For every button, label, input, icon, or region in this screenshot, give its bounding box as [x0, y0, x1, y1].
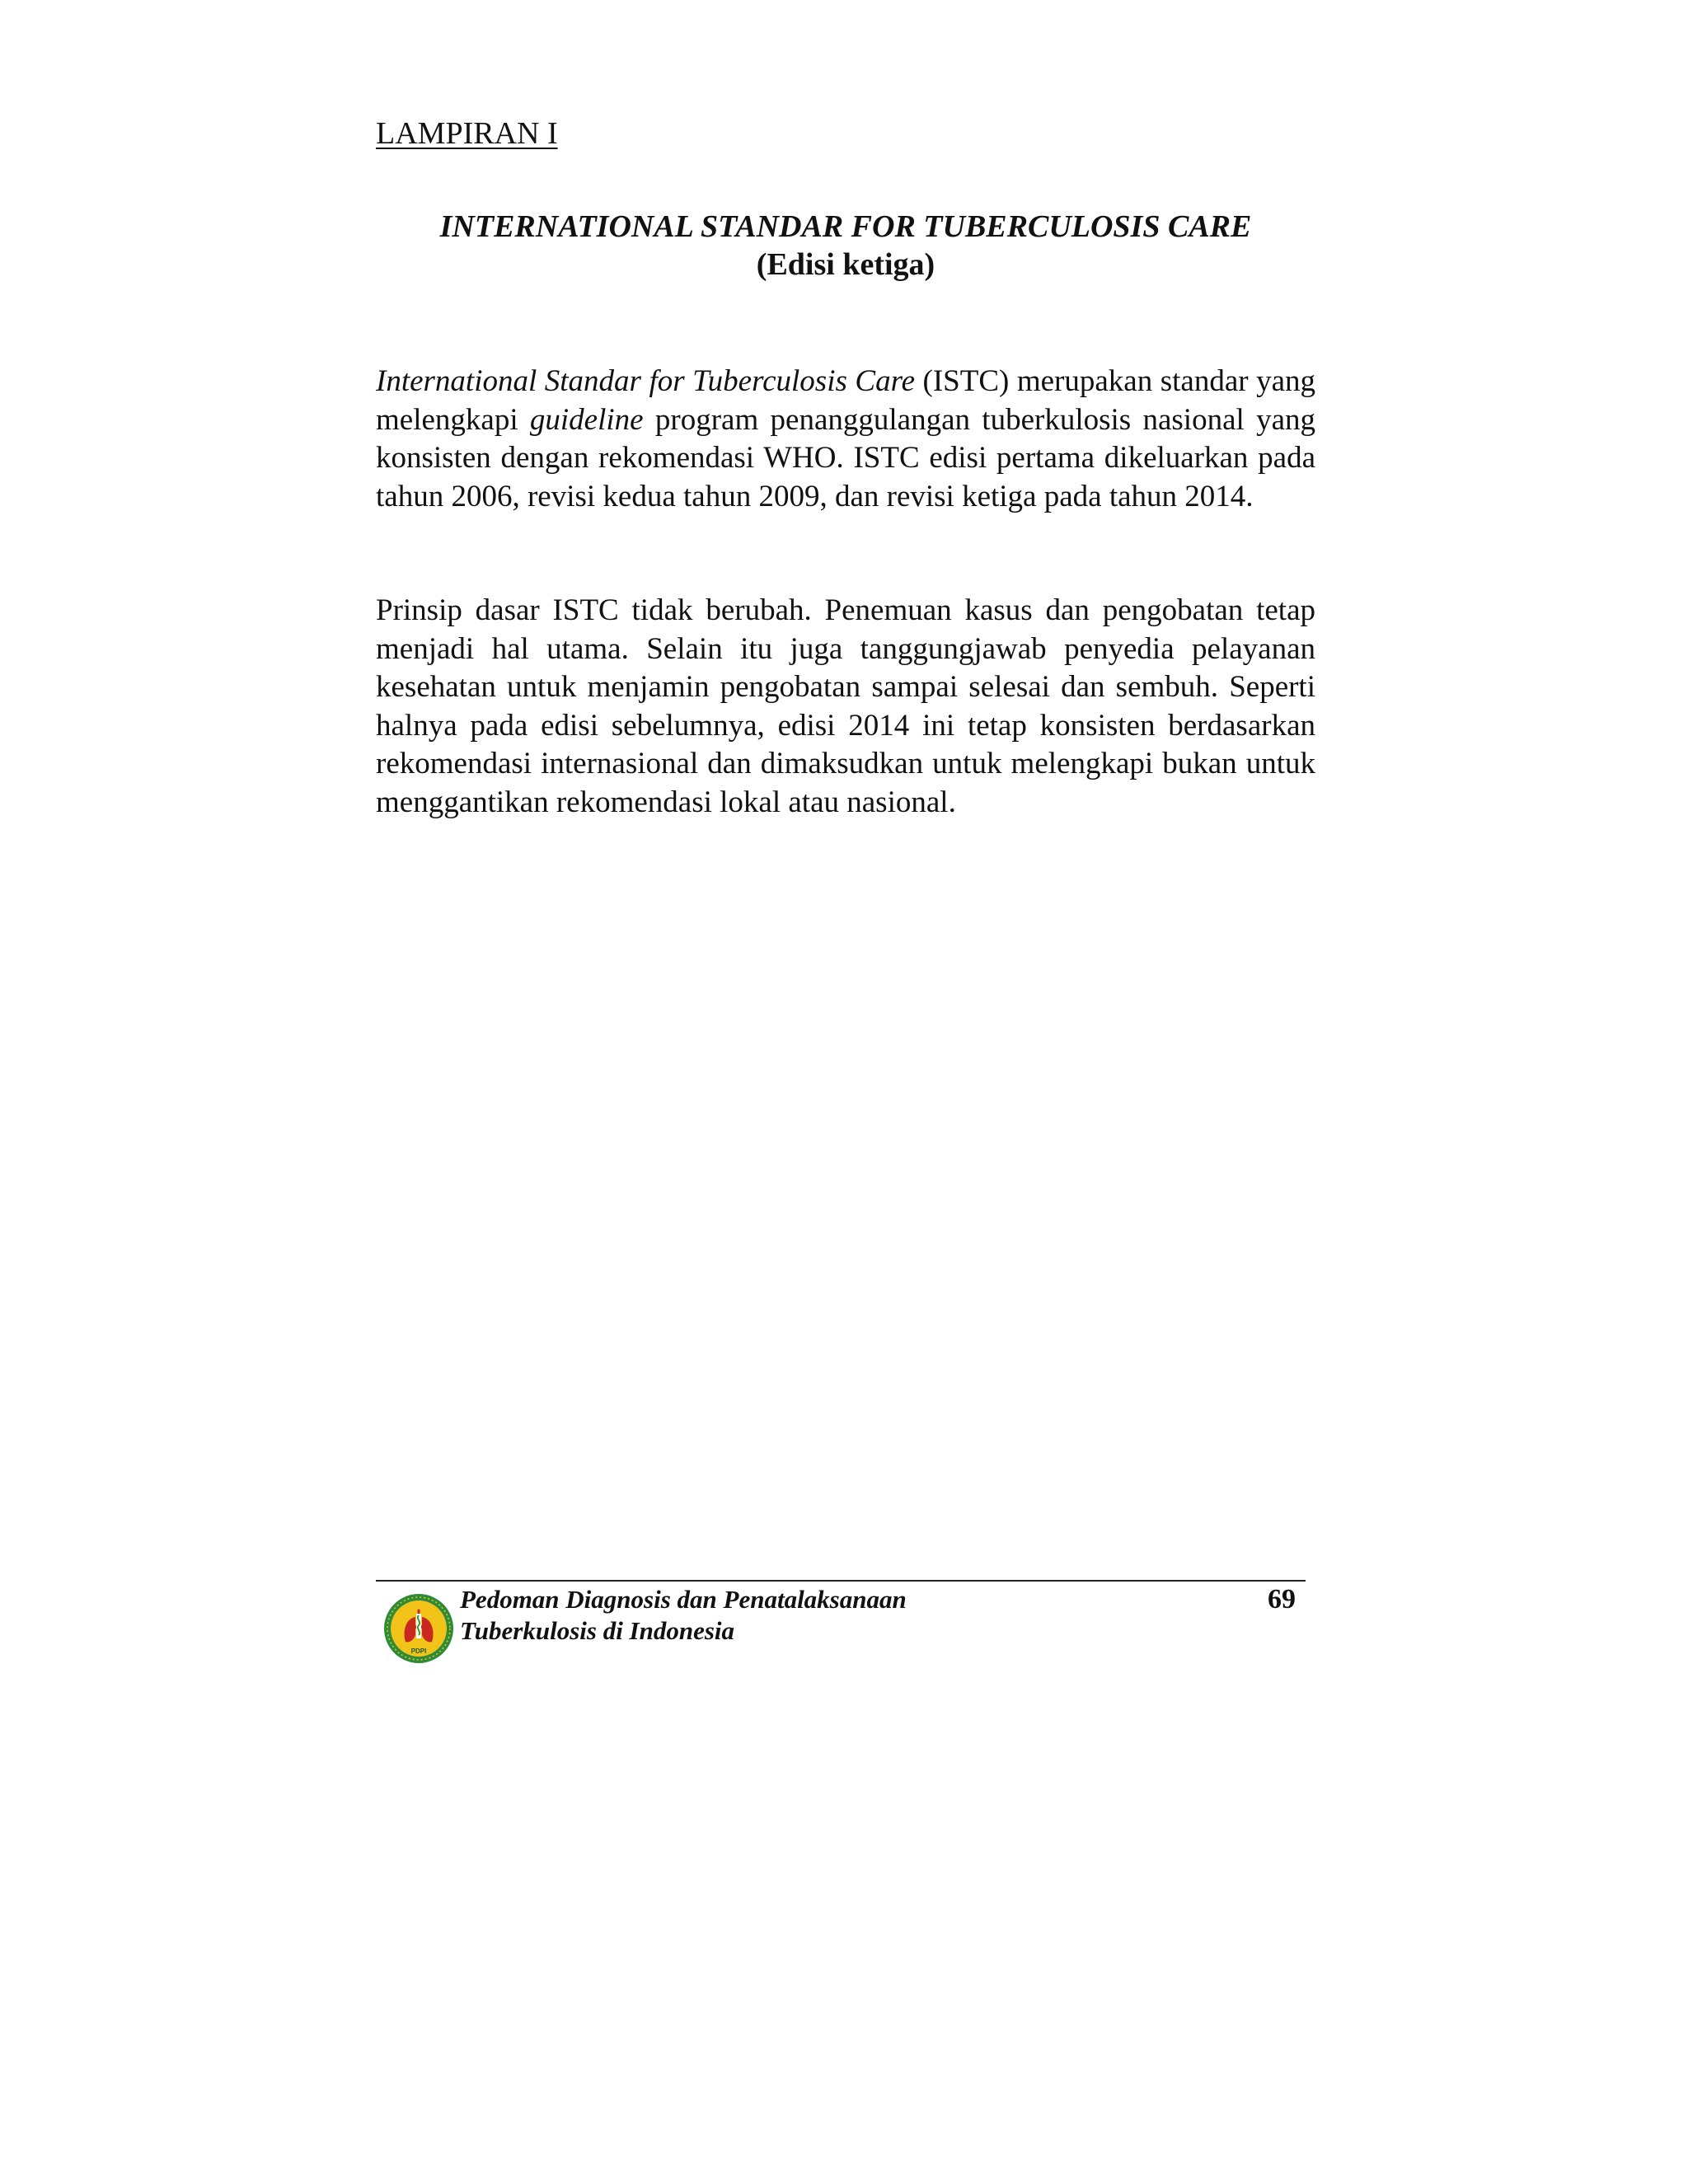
paragraph-text-a: (ISTC) merupakan standar yang melengkapi [376, 364, 1315, 437]
logo-text: PDPI [410, 1647, 427, 1655]
footer-title-line2: Tuberkulosis di Indonesia [460, 1616, 735, 1645]
footer-title-line1: Pedoman Diagnosis dan Penatalaksanaan [460, 1585, 907, 1614]
paragraph-istc-intro [376, 363, 1315, 516]
pdpi-logo-icon [382, 1592, 455, 1665]
document-title-block [376, 208, 1315, 284]
page-number: 69 [1268, 1584, 1296, 1615]
paragraph-italic-intro: International Standar for Tuberculosis Care [376, 364, 916, 398]
paragraph-istc-principles: Prinsip dasar ISTC tidak berubah. Penemuan kasus dan pengobatan tetap menjadi hal utama. Selain itu juga tanggungjawab penyedia pelayanan kesehatan untuk menjamin pengobatan sampai selesai dan sembuh. Seperti halnya pada edisi sebelumnya, edisi 2014 ini tetap konsisten berdasarkan rekomendasi internasional dan dimaksudkan untuk melengkapi bukan untuk menggantikan rekomendasi lokal atau nasional. [376, 593, 1315, 819]
document-subtitle: (Edisi ketiga) [756, 247, 935, 282]
paragraph-italic-word: guideline [529, 402, 644, 437]
footer-book-title [460, 1584, 907, 1647]
paragraph-text-b: program penanggulangan tuberkulosis nasional yang konsisten dengan rekomendasi WHO. ISTC edisi pertama dikeluarkan pada tahun 2006, revisi kedua tahun 2009, dan revisi ketiga pada tahun 2014. [376, 402, 1315, 513]
footer-divider [376, 1580, 1306, 1582]
document-title: INTERNATIONAL STANDAR FOR TUBERCULOSIS CARE [439, 209, 1252, 244]
appendix-label: LAMPIRAN I [376, 116, 558, 151]
